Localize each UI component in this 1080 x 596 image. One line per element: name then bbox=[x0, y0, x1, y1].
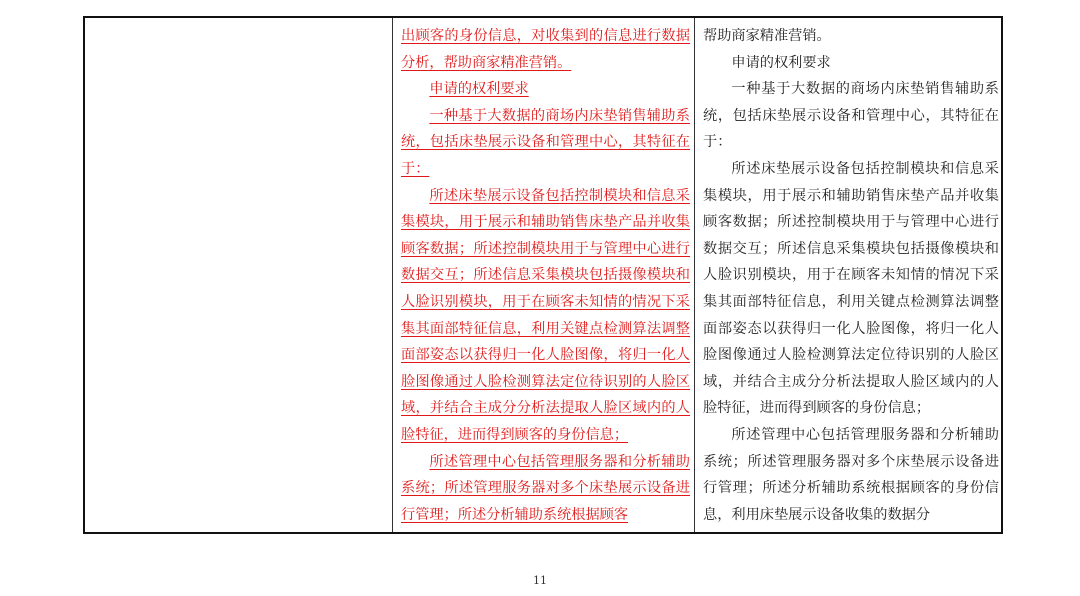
table-column-original-text bbox=[695, 18, 1003, 532]
right-paragraph-heading: 申请的权利要求 bbox=[731, 54, 831, 71]
table-column-blank bbox=[85, 18, 393, 532]
right-paragraph-1: 帮助商家精准营销。 bbox=[703, 28, 831, 44]
comparison-table bbox=[83, 16, 1003, 534]
right-paragraph-claim-device: 所述床垫展示设备包括控制模块和信息采集模块，用于展示和辅助销售床垫产品并收集顾客数据；所述控制模块用于与管理中心进行数据交互；所述信息采集模块包括摄像模块和人脸识别模块，用于在顾客未知情的情况下采集其面部特征信息，利用关键点检测算法调整面部姿态以获得归一化人脸图像，将归一化人脸图像通过人脸检测算法定位待识别的人脸区域，并结合主成分分析法提取人脸区域内的人脸特征，进而得到顾客的身份信息； bbox=[703, 160, 999, 417]
page-number: 11 bbox=[533, 574, 547, 587]
left-paragraph-claim-device: 所述床垫展示设备包括控制模块和信息采集模块，用于展示和辅助销售床垫产品并收集顾客数据；所述控制模块用于与管理中心进行数据交互；所述信息采集模块包括摄像模块和人脸识别模块，用于在顾客未知情的情况下采集其面部特征信息，利用关键点检测算法调整面部姿态以获得归一化人脸图像，将归一化人脸图像通过人脸检测算法定位待识别的人脸区域，并结合主成分分析法提取人脸区域内的人脸特征，进而得到顾客的身份信息； bbox=[401, 187, 690, 443]
left-paragraph-1: 出顾客的身份信息，对收集到的信息进行数据分析，帮助商家精准营销。 bbox=[401, 28, 690, 71]
right-paragraph-claim-preamble: 一种基于大数据的商场内床垫销售辅助系统，包括床垫展示设备和管理中心，其特征在于： bbox=[703, 81, 999, 151]
right-paragraph-claim-management: 所述管理中心包括管理服务器和分析辅助系统；所述管理服务器对多个床垫展示设备进行管理；所述分析辅助系统根据顾客的身份信息，利用床垫展示设备收集的数据分 bbox=[703, 426, 999, 523]
table-column-amended-text bbox=[393, 18, 695, 532]
left-paragraph-claim-management: 所述管理中心包括管理服务器和分析辅助系统；所述管理服务器对多个床垫展示设备进行管理；所述分析辅助系统根据顾客 bbox=[401, 453, 690, 523]
left-paragraph-heading: 申请的权利要求 bbox=[429, 81, 529, 98]
left-paragraph-claim-preamble: 一种基于大数据的商场内床垫销售辅助系统，包括床垫展示设备和管理中心，其特征在于： bbox=[401, 107, 690, 177]
